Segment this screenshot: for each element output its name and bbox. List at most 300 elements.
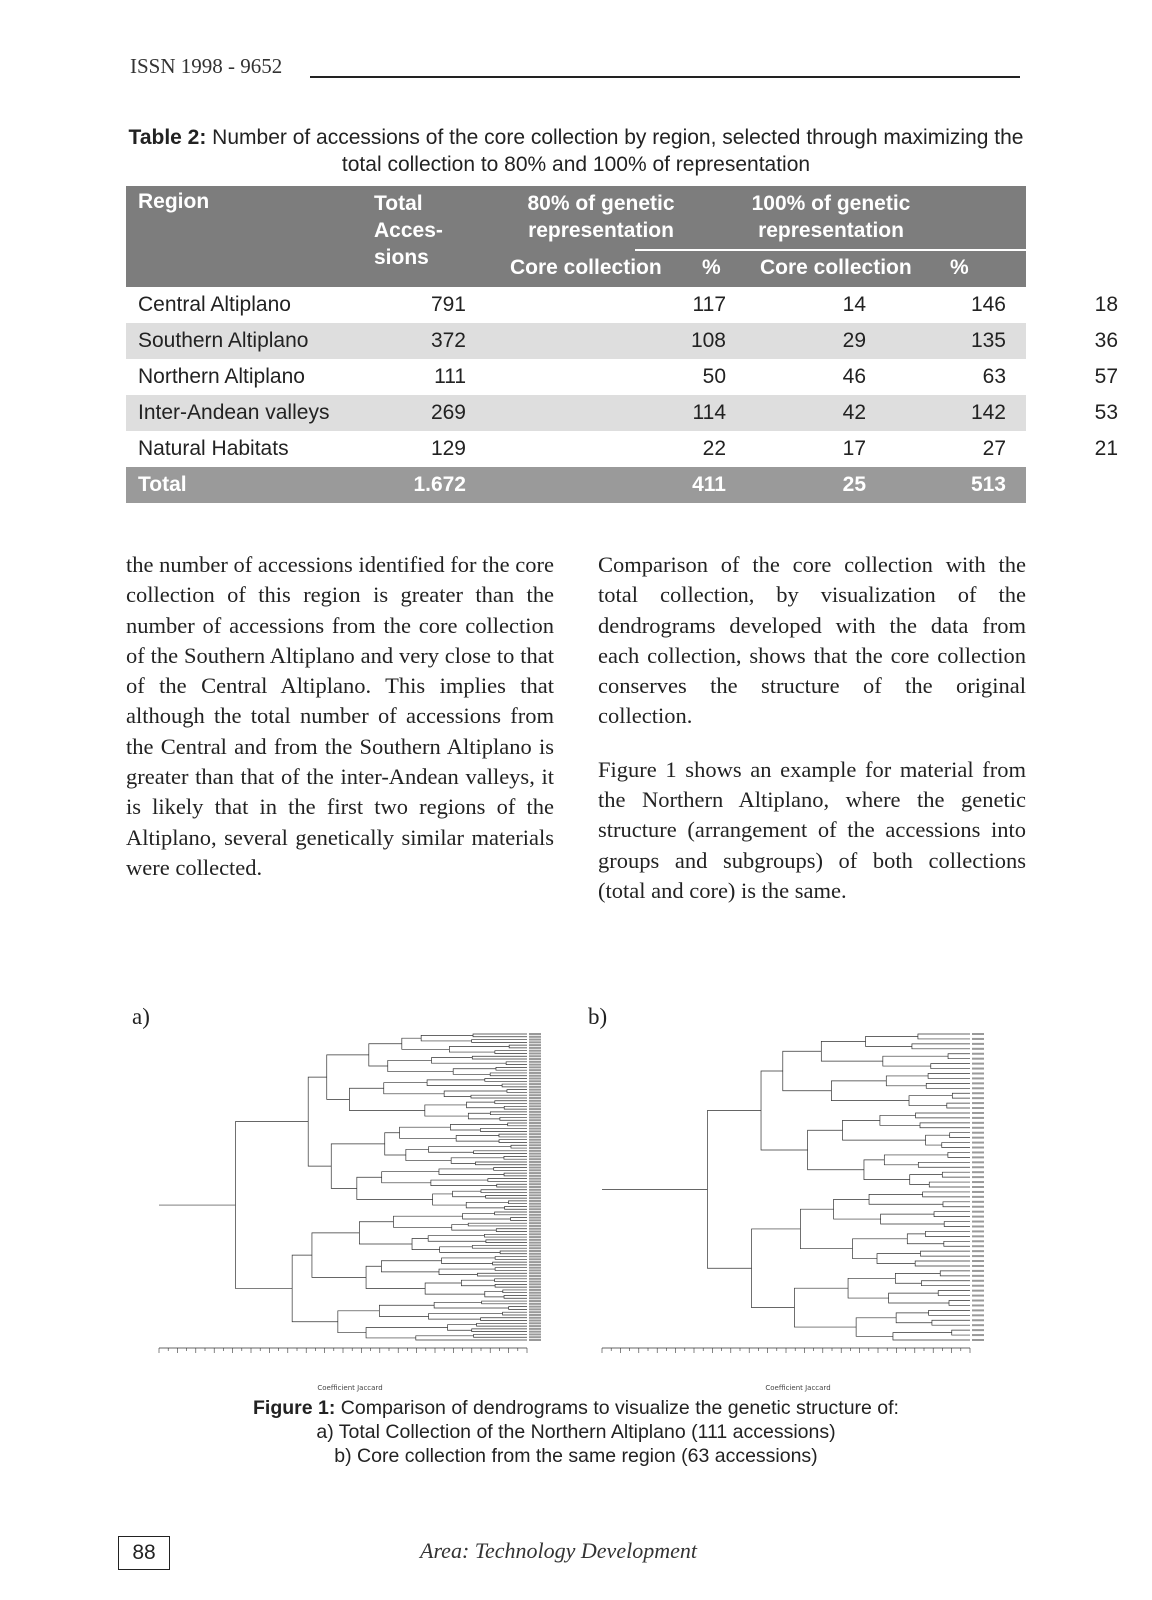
header-80-line2: representation <box>528 219 674 242</box>
leaf-label <box>972 1300 984 1302</box>
dendrogram-branch <box>486 1240 527 1243</box>
cell-region: Inter-Andean valleys <box>138 401 330 424</box>
dendrogram-branch <box>439 1269 495 1275</box>
leaf-label <box>529 1256 541 1258</box>
leaf-label <box>529 1211 541 1213</box>
leaf-label <box>972 1186 984 1188</box>
dendrogram-branch <box>481 1190 527 1193</box>
dendrogram-branch <box>472 1245 527 1248</box>
dendrogram-branch <box>292 1255 338 1322</box>
dendrogram-branch <box>439 1169 504 1175</box>
leaf-label <box>529 1041 541 1043</box>
dendrogram-branch <box>473 1034 527 1037</box>
leaf-label <box>529 1119 541 1121</box>
dendrogram-branch <box>485 1291 504 1297</box>
leaf-label <box>972 1102 984 1104</box>
leaf-label <box>972 1087 984 1089</box>
leaf-label <box>972 1112 984 1114</box>
dendrogram-branch <box>943 1202 970 1207</box>
leaf-label <box>529 1052 541 1054</box>
leaf-label <box>972 1161 984 1163</box>
table-caption-text: Number of accessions of the core collection by region, selected through maximizing the total collection to 80% and 100% of representation <box>206 126 1024 176</box>
dendrogram-branch <box>461 1280 495 1286</box>
table-header <box>126 186 1026 287</box>
dendrogram-b <box>598 1030 1003 1392</box>
leaf-label <box>972 1201 984 1203</box>
leaf-label <box>529 1217 541 1219</box>
leaf-label <box>972 1082 984 1084</box>
dendrogram-branch <box>477 1323 527 1326</box>
cell-pct80: 14 <box>842 293 866 316</box>
dendrogram-branch <box>484 1234 527 1237</box>
dendrogram-branch <box>448 1325 477 1331</box>
leaf-label <box>529 1331 541 1333</box>
dendrogram-branch <box>783 1051 832 1090</box>
leaf-label <box>529 1133 541 1135</box>
leaf-label <box>972 1166 984 1168</box>
cell-core80: 22 <box>702 437 726 460</box>
dendrogram-branch <box>366 1327 447 1337</box>
dendrogram-branch <box>495 1051 527 1054</box>
header-core100: Core collection <box>760 256 912 279</box>
dendrogram-branch <box>357 1177 433 1199</box>
dendrogram-branch <box>508 1123 527 1126</box>
cell-total: 1.672 <box>413 473 466 496</box>
dendrogram-a-axis-label: Coefficient Jaccard <box>317 1384 383 1392</box>
dendrogram-branch <box>500 1251 527 1254</box>
dendrogram-branch <box>921 1251 970 1256</box>
leaf-label <box>972 1132 984 1134</box>
leaf-label <box>529 1192 541 1194</box>
leaf-label <box>529 1308 541 1310</box>
dendrogram-branch <box>940 1271 970 1276</box>
dendrogram-branch <box>928 1073 970 1078</box>
cell-pct100: 21 <box>1094 437 1118 460</box>
dendrogram-branch <box>910 1175 943 1185</box>
dendrogram-branch <box>821 1041 883 1061</box>
dendrogram-branch <box>400 1127 457 1138</box>
leaf-label <box>972 1240 984 1242</box>
header-100 <box>736 190 926 244</box>
dendrogram-branch <box>495 1279 527 1282</box>
dendrogram-branch <box>508 1201 527 1204</box>
cell-total: 111 <box>434 365 466 388</box>
dendrogram-branch <box>944 1241 970 1246</box>
leaf-label <box>529 1089 541 1091</box>
leaf-label <box>972 1230 984 1232</box>
dendrogram-branch <box>440 1247 500 1253</box>
cell-core80: 114 <box>692 401 726 424</box>
leaf-label <box>529 1167 541 1169</box>
leaf-label <box>529 1214 541 1216</box>
dendrogram-branch <box>931 1064 970 1069</box>
dendrogram-branch <box>886 1076 928 1086</box>
figure-caption-label: Figure 1: <box>253 1397 336 1419</box>
dendrogram-branch <box>866 1036 918 1046</box>
dendrogram-branch <box>511 1218 527 1221</box>
leaf-label <box>972 1245 984 1247</box>
leaf-label <box>529 1044 541 1046</box>
table-row <box>126 431 1118 467</box>
leaf-label <box>972 1137 984 1139</box>
dendrogram-branch <box>918 1162 970 1167</box>
leaf-label <box>972 1142 984 1144</box>
dendrogram-a <box>155 1030 555 1392</box>
dendrogram-branch <box>856 1318 896 1337</box>
leaf-label <box>529 1294 541 1296</box>
footer-area: Area: Technology Development <box>420 1538 697 1563</box>
dendrogram-branch <box>932 1320 970 1325</box>
dendrogram-branch <box>331 1144 384 1189</box>
cell-core80: 117 <box>692 293 726 316</box>
table-caption-label: Table 2: <box>128 126 207 149</box>
leaf-label <box>529 1186 541 1188</box>
dendrogram-branch <box>505 1206 527 1209</box>
dendrogram-branch <box>503 1312 527 1315</box>
leaf-label <box>972 1043 984 1045</box>
body-column-right <box>598 550 1026 929</box>
dendrogram-branch <box>834 1199 881 1219</box>
dendrogram-branch <box>385 1133 406 1155</box>
leaf-label <box>972 1285 984 1287</box>
dendrogram-branch <box>881 1214 945 1224</box>
dendrogram-branch <box>475 1162 527 1165</box>
dendrogram-branch <box>434 1302 509 1308</box>
leaf-label <box>529 1183 541 1185</box>
leaf-label <box>972 1151 984 1153</box>
dendrogram-branch <box>485 1079 527 1082</box>
leaf-label <box>972 1304 984 1306</box>
dendrogram-branch <box>948 1152 970 1157</box>
dendrogram-branch <box>474 1334 527 1337</box>
leaf-label <box>972 1092 984 1094</box>
leaf-label <box>529 1105 541 1107</box>
leaf-label <box>529 1136 541 1138</box>
dendrogram-branch <box>948 1054 970 1059</box>
dendrogram-branch <box>949 1301 970 1306</box>
table-row <box>126 359 1118 395</box>
cell-pct80: 46 <box>842 365 866 388</box>
leaf-label <box>529 1130 541 1132</box>
dendrogram-branch <box>509 1307 527 1310</box>
leaf-label <box>529 1122 541 1124</box>
leaf-label <box>529 1306 541 1308</box>
leaf-label <box>529 1197 541 1199</box>
leaf-label <box>972 1250 984 1252</box>
leaf-label <box>972 1206 984 1208</box>
figure-label-a: a) <box>132 1004 150 1029</box>
cell-core100: 63 <box>982 365 1006 388</box>
dendrogram-branch <box>895 1273 940 1283</box>
leaf-label <box>529 1097 541 1099</box>
leaf-label <box>972 1171 984 1173</box>
dendrogram-branch <box>883 1056 948 1066</box>
cell-core100: 513 <box>970 473 1006 496</box>
leaf-label <box>972 1334 984 1336</box>
dendrogram-branch <box>496 1229 527 1232</box>
leaf-label <box>529 1322 541 1324</box>
dendrogram-branch <box>929 1182 970 1187</box>
figure-caption <box>126 1396 1026 1468</box>
leaf-label <box>529 1083 541 1085</box>
header-total-line1: Total <box>374 192 423 215</box>
dendrogram-branch <box>929 1310 970 1315</box>
leaf-label <box>529 1055 541 1057</box>
leaf-label <box>972 1295 984 1297</box>
dendrogram-branch <box>425 1105 468 1116</box>
cell-pct100: 18 <box>1094 293 1118 316</box>
dendrogram-branch <box>808 1130 864 1169</box>
dendrogram-branch <box>842 1120 925 1140</box>
leaf-label <box>529 1275 541 1277</box>
dendrogram-branch <box>507 1090 527 1093</box>
dendrogram-branch <box>495 1268 527 1271</box>
leaf-label <box>972 1324 984 1326</box>
issn: ISSN 1998 - 9652 <box>130 54 283 78</box>
dendrogram-branch <box>425 1283 485 1294</box>
dendrogram-branch <box>366 1266 425 1288</box>
leaf-label <box>529 1228 541 1230</box>
leaf-label <box>529 1320 541 1322</box>
leaf-label <box>972 1275 984 1277</box>
dendrogram-branch <box>506 1062 527 1065</box>
dendrogram-branch <box>509 1045 527 1048</box>
leaf-label <box>972 1077 984 1079</box>
leaf-label <box>529 1100 541 1102</box>
dendrogram-branch <box>852 1239 907 1259</box>
cell-total: 791 <box>430 293 466 316</box>
leaf-label <box>529 1303 541 1305</box>
dendrogram-branch <box>921 1281 970 1286</box>
dendrogram-branch <box>429 1314 503 1320</box>
dendrogram-branch <box>869 1194 943 1204</box>
leaf-label <box>529 1094 541 1096</box>
dendrogram-branch <box>349 1088 424 1110</box>
leaf-label <box>972 1033 984 1035</box>
dendrogram-branch <box>381 1261 441 1272</box>
leaf-label <box>529 1205 541 1207</box>
dendrogram-a-branches <box>159 1033 541 1341</box>
leaf-label <box>972 1097 984 1099</box>
dendrogram-branch <box>451 1158 504 1164</box>
header-total-line2: Acces- <box>374 219 443 242</box>
leaf-label <box>529 1278 541 1280</box>
dendrogram-branch <box>359 1222 412 1244</box>
leaf-label <box>972 1255 984 1257</box>
dendrogram-branch <box>493 1262 527 1265</box>
dendrogram-branch <box>477 1273 527 1276</box>
cell-pct80: 29 <box>842 329 866 352</box>
leaf-label <box>529 1061 541 1063</box>
leaf-label <box>529 1069 541 1071</box>
dendrogram-branch <box>308 1077 331 1166</box>
dendrogram-branch <box>952 1330 970 1335</box>
dendrogram-branch <box>388 1060 453 1071</box>
leaf-label <box>529 1161 541 1163</box>
cell-core80: 108 <box>690 329 726 352</box>
leaf-label <box>529 1258 541 1260</box>
leaf-label <box>529 1269 541 1271</box>
dendrogram-branch <box>433 1194 467 1205</box>
dendrogram-branch <box>918 1034 970 1039</box>
leaf-label <box>529 1317 541 1319</box>
body-paragraph: Comparison of the core collection with the total collection, by visualization of the dendrograms developed with the data from each collection, shows that the core collection conserves the structure of the original collection. <box>598 552 1026 729</box>
dendrogram-branch <box>456 1136 499 1142</box>
leaf-label <box>529 1222 541 1224</box>
dendrogram-branch <box>431 1180 497 1186</box>
dendrogram-branch <box>384 1083 444 1094</box>
dendrogram-branch <box>481 1318 527 1321</box>
leaf-label <box>972 1181 984 1183</box>
table-row <box>126 287 1118 323</box>
leaf-label <box>529 1064 541 1066</box>
leaf-label <box>529 1091 541 1093</box>
leaf-label <box>529 1144 541 1146</box>
leaf-label <box>529 1231 541 1233</box>
dendrogram-branch <box>482 1301 527 1304</box>
leaf-label <box>529 1036 541 1038</box>
cell-pct100: 53 <box>1094 401 1118 424</box>
leaf-label <box>972 1191 984 1193</box>
dendrogram-branch <box>471 1095 527 1098</box>
leaf-label <box>529 1114 541 1116</box>
leaf-label <box>529 1075 541 1077</box>
leaf-label <box>529 1189 541 1191</box>
dendrogram-branch <box>925 1231 970 1236</box>
cell-region: Central Altiplano <box>138 293 291 316</box>
leaf-label <box>529 1247 541 1249</box>
leaf-label <box>529 1267 541 1269</box>
dendrogram-branch <box>947 1103 970 1108</box>
leaf-label <box>972 1038 984 1040</box>
accessions-table <box>126 186 1118 503</box>
dendrogram-branch <box>831 1081 909 1101</box>
dendrogram-branch <box>499 1134 527 1137</box>
leaf-label <box>529 1236 541 1238</box>
dendrogram-branch <box>431 1058 506 1064</box>
dendrogram-branch <box>495 1284 527 1287</box>
leaf-label <box>529 1158 541 1160</box>
dendrogram-branch <box>338 1311 380 1333</box>
leaf-label <box>529 1325 541 1327</box>
leaf-label <box>529 1333 541 1335</box>
leaf-label <box>529 1328 541 1330</box>
leaf-label <box>529 1150 541 1152</box>
leaf-label <box>529 1339 541 1341</box>
leaf-label <box>529 1164 541 1166</box>
leaf-label <box>529 1233 541 1235</box>
leaf-label <box>972 1314 984 1316</box>
cell-pct100: 31 <box>1094 473 1118 496</box>
leaf-label <box>529 1180 541 1182</box>
dendrogram-branch <box>412 1238 440 1249</box>
cell-pct100: 36 <box>1094 329 1118 352</box>
figure-caption-line2: a) Total Collection of the Northern Altiplano (111 accessions) <box>316 1421 836 1443</box>
cell-pct80: 17 <box>842 437 866 460</box>
body-paragraph: Figure 1 shows an example for material from the Northern Altiplano, where the genetic structure (arrangement of the accessions into groups and subgroups) of both collections (total and core) is the same. <box>598 756 1026 903</box>
dendrogram-branch <box>474 1151 527 1154</box>
dendrogram-branch <box>794 1288 856 1327</box>
cell-pct80: 42 <box>842 401 866 424</box>
figure-label-b: b) <box>588 1004 608 1029</box>
leaf-label <box>529 1253 541 1255</box>
leaf-label <box>529 1261 541 1263</box>
cell-region: Northern Altiplano <box>138 365 305 388</box>
leaf-label <box>529 1147 541 1149</box>
dendrogram-branch <box>952 1093 970 1098</box>
dendrogram-branch <box>499 1140 527 1143</box>
dendrogram-branch <box>880 1115 920 1125</box>
dendrogram-branch <box>379 1305 434 1316</box>
header-total-line3: sions <box>374 246 429 269</box>
header-separator <box>635 249 1152 251</box>
dendrogram-branch <box>942 1172 970 1177</box>
leaf-label <box>529 1080 541 1082</box>
leaf-label <box>972 1122 984 1124</box>
leaf-label <box>529 1169 541 1171</box>
header-rule <box>310 76 1020 78</box>
table-row <box>126 323 1118 359</box>
leaf-label <box>529 1066 541 1068</box>
leaf-label <box>529 1172 541 1174</box>
leaf-label <box>529 1125 541 1127</box>
dendrogram-branch <box>848 1278 895 1298</box>
dendrogram-branch <box>497 1184 527 1187</box>
dendrogram-branch <box>896 1313 932 1323</box>
leaf-label <box>529 1283 541 1285</box>
dendrogram-branch <box>452 1225 497 1231</box>
leaf-label <box>529 1153 541 1155</box>
dendrogram-branch <box>495 1212 527 1215</box>
leaf-label <box>529 1111 541 1113</box>
dendrogram-branch <box>752 1229 801 1308</box>
dendrogram-branch <box>472 1040 527 1043</box>
dendrogram-branch <box>494 1168 527 1171</box>
dendrogram-branch <box>912 1044 970 1049</box>
dendrogram-branch <box>488 1179 527 1182</box>
table-total-row <box>126 467 1118 503</box>
dendrogram-branch <box>495 1257 527 1260</box>
leaf-label <box>972 1211 984 1213</box>
leaf-label <box>529 1141 541 1143</box>
leaf-label <box>972 1216 984 1218</box>
dendrogram-branch <box>502 1084 527 1087</box>
dendrogram-branch <box>503 1290 527 1293</box>
leaf-label <box>972 1072 984 1074</box>
dendrogram-branch <box>327 1055 369 1100</box>
leaf-label <box>529 1297 541 1299</box>
leaf-label <box>529 1178 541 1180</box>
dendrogram-branch <box>504 1156 527 1159</box>
dendrogram-branch <box>495 1101 527 1104</box>
leaf-label <box>529 1289 541 1291</box>
leaf-label <box>972 1117 984 1119</box>
leaf-label <box>529 1242 541 1244</box>
leaf-label <box>972 1280 984 1282</box>
cell-region: Southern Altiplano <box>138 329 309 352</box>
dendrogram-branch <box>450 1124 507 1130</box>
leaf-label <box>529 1047 541 1049</box>
leaf-label <box>972 1147 984 1149</box>
dendrogram-branch <box>926 1135 950 1145</box>
dendrogram-branch <box>402 1038 450 1049</box>
leaf-label <box>529 1128 541 1130</box>
leaf-label <box>529 1225 541 1227</box>
figure-caption-line1: Comparison of dendrograms to visualize the genetic structure of: <box>335 1397 899 1419</box>
dendrogram-branch <box>877 1254 920 1264</box>
leaf-label <box>529 1175 541 1177</box>
leaf-label <box>529 1250 541 1252</box>
